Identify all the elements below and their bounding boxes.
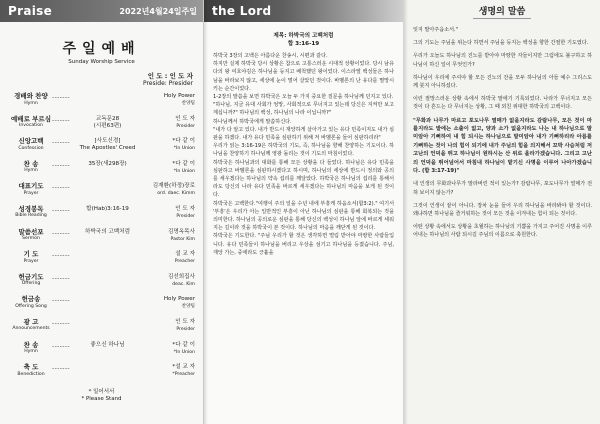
sermon-paragraph: "하나님, 지금 유대 사회가 엉망, 사회적으로 무너지고 있는데 당신은 지켜만 보고 계십니까?" 하나님의 백성, 하나님의 나라 이닙니까?" xyxy=(213,102,394,117)
sermon-paragraph: 하박국 3장의 고백은 아름다운 찬송시, 시편과 같다. xyxy=(213,53,328,59)
praise-tag: Praise xyxy=(8,4,53,18)
item-name-ko: 예배로 부르심 xyxy=(11,114,51,123)
worship-item xyxy=(0,138,203,161)
word-paragraph: 그의 기도는 주님을 위는다 하면서 주님을 등지는 백성을 향한 간절한 기도였다. xyxy=(413,40,589,47)
item-name-ko: 축 도 xyxy=(23,363,39,372)
item-person xyxy=(143,93,195,107)
item-name-en: Bible Reading xyxy=(15,213,47,219)
service-date: 2022년4월24일주일 xyxy=(119,6,197,16)
item-person-ko: *설 교 자 xyxy=(172,364,195,371)
fold-shadow xyxy=(404,0,408,424)
item-name-ko: 기 도 xyxy=(23,250,39,259)
item-name-en: Prayer xyxy=(23,190,39,196)
item-name-en: Prayer xyxy=(23,258,39,264)
item-name-en: Announcements xyxy=(12,326,50,332)
the-lord-tag: the Lord xyxy=(212,4,272,18)
worship-item xyxy=(0,274,203,297)
leader-dots: ------- xyxy=(52,206,70,214)
sermon-paragraph: 하박국은 하나님과의 대화를 통해 모든 상황을 다 들었다. 하나님은 유다 민족을 심판하고 바벨론을 심판하시겠다고 하시며, 하나님의 세상에 반드시 정의와 공의를 세우겠다는 하나님의 약속 섭리를 깨달았다. 하박국은 하나님의 섭리를 통해서라도 당신의 나라 유다 민족을 바르게 세우겠다는 하나님의 마음을 보게 된 것이다. xyxy=(213,159,394,199)
item-person-ko: 인 도 자 xyxy=(175,115,195,122)
item-name xyxy=(10,342,52,356)
item-name-en: Sermon xyxy=(22,236,40,242)
leader-dots: ------- xyxy=(52,365,70,373)
item-person-en: 찬양팀 xyxy=(181,101,195,106)
item-name xyxy=(10,183,52,197)
item-name-ko: 광 고 xyxy=(23,317,39,326)
leader-dots: ------- xyxy=(52,94,70,101)
item-name-ko: 찬 송 xyxy=(23,340,39,349)
sermon-panel xyxy=(204,0,404,424)
item-name-ko: 헌금기도 xyxy=(18,272,44,281)
item-person-en: Presider xyxy=(176,326,195,332)
leader-en: Preside: Presider xyxy=(142,80,193,87)
item-person-ko: 김재환(하정)장로 xyxy=(152,183,195,190)
item-person-ko: 김선희집사 xyxy=(167,273,195,280)
item-person-en: *In Union xyxy=(173,146,195,152)
item-person-en: Presider xyxy=(176,123,195,129)
leader-dots: ------- xyxy=(52,184,70,192)
item-name-en: Invocation xyxy=(19,123,43,129)
sermon-paragraph: 하박국은 고백한다."여행이 주의 일을 수년 내에 부흥케 하옵소서(합3:2)." 여기서 '부흥'은 우리가 아는 일반적인 부흥이 아닌 하나님의 심판을 통해 회복되는 것을 의미한다. 하나님의 공의로운 심판을 통해 당신의 백성이 하나님 앞에 바르게 세워지는 길이라 것을 하박국이 본 것이다. 하나님의 마음을 깨닫게 된 것이다. xyxy=(213,200,394,232)
word-closing-paragraph: 내 인생의 무화과나무가 말라버린 적이 있는가? 감람나무, 포도나무가 열매가 전혀 보이지 않는가? xyxy=(413,181,592,196)
item-name xyxy=(10,296,52,310)
item-person-en: Presider xyxy=(176,213,195,219)
leader-dots: ------- xyxy=(52,252,70,260)
item-person xyxy=(143,364,195,378)
worship-footer xyxy=(0,389,203,403)
item-name xyxy=(10,251,52,265)
item-content: 합(Hab)3:16-19 xyxy=(86,205,129,212)
item-person-en: Preacher xyxy=(174,259,195,265)
worship-item xyxy=(0,364,203,387)
leader-dots: ------- xyxy=(52,139,70,147)
item-person-ko: 김명옥목사 xyxy=(167,228,195,235)
the-lord-header-bar xyxy=(204,0,403,22)
item-person xyxy=(143,138,195,152)
item-person-en: Pastor Kim xyxy=(170,236,195,242)
item-person xyxy=(143,116,195,130)
item-name xyxy=(10,138,52,152)
item-name-en: Hymn xyxy=(24,100,38,106)
item-person xyxy=(143,206,195,220)
item-content: [사도신경] The Apostles' Creed xyxy=(79,138,136,152)
item-name-en: Offering Song xyxy=(15,303,47,309)
sermon-paragraph: 하박국은 기도한다. "주님 우리가 할 것은 생각하면 떨림 받아야 마땅한 사람들입니다. 유다 민족들이 하나님을 버리고 우상을 섬기고 하나님을 등졌습니다. 주님, 재앙 가는, 중에라도 긍휼을 xyxy=(213,233,394,256)
sermon-paragraph: 하지만 실제 하박국 당시 상황은 참으로 고통스러운 시대적 상황이었다. 당시 남유다의 왕 여호야김은 하나님을 등지고 배척했던 왕이었다. 이스라엘 백성들은 하나님을 바라보지 않고, 세상에 눈이 멀어 살았던 것이다. 바벨론의 난 유다를 멸망시키는 순간이었다. xyxy=(213,61,394,92)
item-person-en: *In Union xyxy=(173,349,195,355)
item-name xyxy=(10,116,52,130)
sermon-paragraph: 하나님께서 하박국에게 말씀하신다. xyxy=(213,118,292,125)
item-name xyxy=(10,319,52,333)
word-paragraph: 우리가 오늘도 하나님의 진노를 받아야 마땅한 자들이지만 그럼에도 불구하고 하나님이 하신 일이 무엇인가? xyxy=(413,53,592,68)
worship-leader xyxy=(0,73,203,87)
item-person-en: deac. Kim xyxy=(172,281,195,287)
item-person xyxy=(143,251,195,265)
worship-item xyxy=(0,116,203,139)
item-person xyxy=(143,229,195,243)
word-of-life-title: 생명의 말씀 xyxy=(473,4,532,19)
item-person-en: *In Union xyxy=(173,168,195,174)
worship-item xyxy=(0,161,203,184)
word-paragraph: 이런 절망스러운 상황 속에서 하박국 말에기 기록되었다. 나라가 무너지고 모든 것이 다 흔드는 다 무너지는 상황, 그 때 외친 위대한 하박국의 고백이다. xyxy=(413,96,592,111)
praise-header-bar xyxy=(0,0,203,22)
worship-item xyxy=(0,319,203,342)
word-paragraph: 잊지 말아주옵소서." xyxy=(413,27,458,33)
fold-shadow xyxy=(204,0,208,424)
item-name xyxy=(10,229,52,243)
leader-dots: ------- xyxy=(52,116,70,124)
item-name-en: Offering xyxy=(21,281,41,287)
item-name-ko: 성경봉독 xyxy=(18,204,44,213)
worship-subtitle: Sunday Worship Service xyxy=(68,59,135,65)
leader-dots: ------- xyxy=(52,342,70,350)
leader-dots: ------- xyxy=(52,297,70,305)
word-of-life-closing xyxy=(413,180,592,239)
worship-item xyxy=(0,296,203,319)
worship-item xyxy=(0,183,203,206)
item-person xyxy=(143,319,195,333)
sermon-scripture: 합 3:16-19 xyxy=(287,41,320,47)
item-person-ko: 인 도 자 xyxy=(175,205,195,212)
item-name-ko: 경배와 찬양 xyxy=(14,92,48,100)
item-name-en: Confession xyxy=(18,145,44,151)
item-name-ko: 말씀선포 xyxy=(18,227,44,236)
item-person xyxy=(143,342,195,356)
leader-ko: 인 도 : 인 도 자 xyxy=(147,72,193,80)
word-closing-paragraph: 그것이 인생이 끝이 아니다. 장차 눈을 들어 우리 하나님을 바라봐야 할 것이다. 왜냐하면 하나님을 즐거워하는 것이 모든 것을 이겨내는 힘이 되는 것이다. xyxy=(413,202,592,218)
word-closing-paragraph: 어떤 상황 속에서도 상황을 초월하는 하나님의 기쁨을 가지고 주어진 사명을 이루어내는 하나님의 사람 되시길 주님의 이름으로 축원한다. xyxy=(413,224,592,239)
item-name-en: Hymn xyxy=(24,349,38,355)
item-person xyxy=(143,274,195,288)
item-person-ko: Holy Power xyxy=(163,93,195,99)
item-name-ko: 헌금송 xyxy=(21,295,41,304)
item-person-ko: *다 같 이 xyxy=(172,160,195,167)
item-person xyxy=(143,161,195,175)
item-content: 좋으신 하나님 xyxy=(90,341,125,348)
item-person-en: ord. daec. Kimm xyxy=(157,191,195,197)
worship-title: 주일예배 xyxy=(62,41,141,57)
sermon-paragraph: 우리가 읽는 3:16-19은 하박국의 기도, 즉, 하나님을 향해 찬양하는 기도이다. 하나님을 찬양하기 하나님께 영광 돌리는 것이 기도의 마침이었다. xyxy=(213,143,394,158)
item-name-ko: 대표기도 xyxy=(18,182,44,191)
leader-dots: ------- xyxy=(52,229,70,237)
item-name xyxy=(10,161,52,175)
item-name-en: Benediction xyxy=(17,371,45,377)
item-content: 35장(새298장) xyxy=(88,160,127,167)
leader-dots: ------- xyxy=(52,319,70,327)
word-of-life-panel xyxy=(404,0,600,424)
item-name xyxy=(10,274,52,288)
worship-item xyxy=(0,229,203,252)
item-person xyxy=(143,183,195,197)
item-name xyxy=(10,93,52,107)
sermon-body xyxy=(204,48,403,257)
word-of-life-header xyxy=(404,0,600,22)
item-person-ko: 설 교 자 xyxy=(175,251,195,258)
item-name-ko: 신앙고백 xyxy=(18,137,44,146)
item-person-ko: *다 같 이 xyxy=(172,138,195,145)
item-name xyxy=(10,206,52,220)
sermon-title: 제목: 하박국의 고백처럼 xyxy=(273,33,334,39)
worship-item xyxy=(0,251,203,274)
item-name-en: Hymn xyxy=(24,168,38,174)
item-person-en: 찬양팀 xyxy=(181,304,195,310)
leader-dots: ------- xyxy=(52,274,70,282)
item-person-ko: *다 같 이 xyxy=(172,341,195,348)
habakkuk-quote: "무화과 나무가 마르고 포도나무 열매가 없을지라도 감람나무, 모든 것이 마를지라도 밭에는 소출이 없고, 양과 소가 없을지라도 나는 내 하나님으로 말미암아 기뻐하여 내 힘 되시는 하나님으로 말미암아 내가 기뻐하리라 아름를 기뻐하는 것이 나의 힘이 되기에 내가 주님의 힘을 의지해서 꼬박 사슴처럼 저 고난의 언덕을 뛰고 하나님이 원하시는 산 위로 올라가겠습니다. 그리고 고난의 언덕을 뛰어넘어서 마침내 하나님이 맡기신 사명을 이루어 나아가겠습니다. (합 3:17-19)" xyxy=(413,117,592,175)
sermon-paragraph: 1-2장의 말씀을 보면 하박국은 오늘 두 가지 중요한 질문을 하나님께 던지고 있다. xyxy=(213,94,394,101)
item-name xyxy=(10,364,52,378)
item-content: 하박국의 고백처럼 xyxy=(84,228,130,235)
item-person-en: *Preacher xyxy=(172,372,195,378)
worship-item xyxy=(0,342,203,365)
item-person xyxy=(143,296,195,310)
sermon-paragraph: "내가 다 알고 있다. 내가 반드시 재앙하게 살아가고 있는 유다 민족이지도 내가 심판을 하겠다. 내가 유다 민족을 심판하기 위해 저 바벨론을 들어 심판하리라" xyxy=(213,126,394,142)
leader-dots: ------- xyxy=(52,161,70,169)
item-person-ko: Holy Power xyxy=(163,296,195,303)
word-of-life-paragraphs xyxy=(413,26,592,112)
item-person-ko: 인 도 자 xyxy=(175,318,195,325)
stand-note-ko: * 일어서서 xyxy=(88,388,115,395)
item-content: 교독문28 (시편63편) xyxy=(93,115,122,129)
item-name-ko: 찬 송 xyxy=(23,159,39,168)
worship-item xyxy=(0,93,203,116)
word-of-life-body xyxy=(404,22,600,240)
worship-item xyxy=(0,206,203,229)
worship-order-panel xyxy=(0,0,204,424)
stand-note-en: * Please Stand xyxy=(81,395,122,402)
sermon-heading xyxy=(204,32,403,48)
word-paragraph: 하나님이 우리에 주셔야 할 모든 진노의 잔을 모두 하나님의 아들 예수 그리스도께 붓지 아니하셨다. xyxy=(413,74,592,90)
worship-items xyxy=(0,93,203,387)
